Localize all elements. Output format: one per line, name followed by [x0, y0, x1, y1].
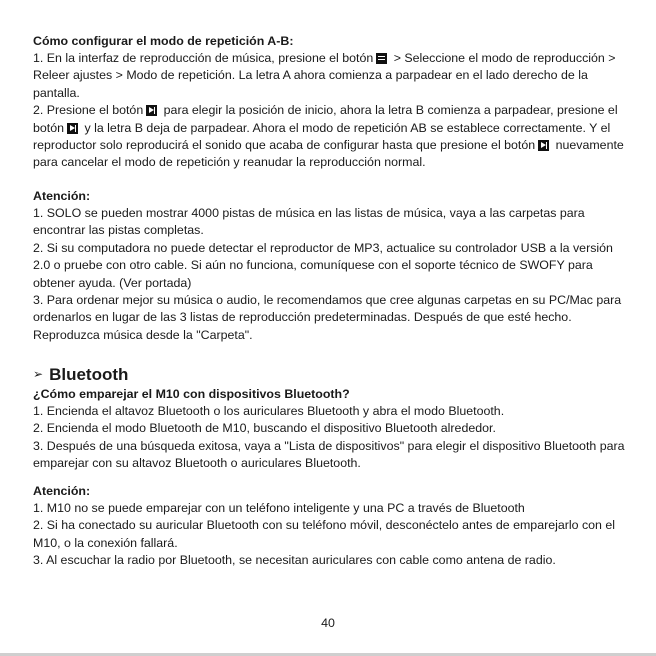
bluetooth-question: ¿Cómo emparejar el M10 con dispositivos Bluetooth?: [33, 387, 350, 401]
attention-heading: Atención:: [33, 189, 91, 203]
attention-item: 1. SOLO se pueden mostrar 4000 pistas de música en las listas de música, vaya a las carpetas para encontrar las pistas completas.: [33, 206, 585, 238]
bluetooth-heading: [33, 364, 128, 385]
attention-section-1: [33, 188, 629, 344]
ab-step-2: [33, 102, 629, 172]
ab-step-2-text-b: para elegir la posición de inicio, ahora la letra B comienza a parpadear, presione el botón: [33, 103, 618, 135]
attention-item: 3. Para ordenar mejor su música o audio, le recomendamos que cree algunas carpetas en su PC/Mac para ordenarlos en lugar de las 3 listas de reproducción predeterminadas. Después de que esté hecho. Reproduzca música desde la "Carpeta".: [33, 293, 622, 342]
attention-section-2: [33, 483, 629, 570]
bluetooth-section: [33, 386, 629, 473]
ab-step-2-text-d: nuevamente para cancelar el modo de repetición y reanudar la reproducción normal.: [33, 138, 624, 170]
attention-item: 1. M10 no se puede emparejar con un teléfono inteligente y una PC a través de Bluetooth: [33, 501, 525, 515]
bluetooth-title: Bluetooth: [49, 365, 129, 384]
attention-item: 2. Si su computadora no puede detectar el reproductor de MP3, actualice su controlador USB a la versión 2.0 o pruebe con otro cable. Si aún no funciona, comuníquese con el soporte técnico de SWOFY para obtener ayuda. (Ver portada): [33, 240, 613, 290]
attention-item: 2. Si ha conectado su auricular Bluetooth con su teléfono móvil, desconéctelo antes de emparejarlo con el M10, o la conexión fallará.: [33, 518, 616, 550]
bluetooth-step: 2. Encienda el modo Bluetooth de M10, buscando el dispositivo Bluetooth alrededor.: [33, 421, 496, 436]
ab-repeat-section: [33, 33, 629, 172]
page-number: 40: [321, 616, 335, 630]
ab-step-1: [33, 50, 629, 102]
bluetooth-step: 1. Encienda el altavoz Bluetooth o los auriculares Bluetooth y abra el modo Bluetooth.: [33, 404, 505, 418]
next-icon: [538, 140, 549, 151]
attention-item: 3. Al escuchar la radio por Bluetooth, se necesitan auriculares con cable como antena de radio.: [33, 553, 556, 568]
menu-icon: [376, 53, 387, 64]
ab-step-1-text-b: > Seleccione el modo de reproducción > Releer ajustes > Modo de repetición. La letra A ahora comienza a parpadear en el lado derecho de la pantalla.: [33, 51, 616, 100]
ab-step-1-text-a: 1. En la interfaz de reproducción de música, presione el botón: [33, 51, 374, 65]
ab-step-2-text-c: y la letra B deja de parpadear. Ahora el modo de repetición AB se establece correctamente. Y el reproductor solo reproducirá el sonido que acaba de configurar hasta que presione el botón: [33, 120, 611, 153]
ab-step-2-text-a: 2. Presione el botón: [33, 103, 144, 118]
bluetooth-step: 3. Después de una búsqueda exitosa, vaya a "Lista de dispositivos" para elegir el dispositivo Bluetooth para emparejar con su altavoz Bluetooth o auriculares Bluetooth.: [33, 438, 625, 471]
next-icon: [146, 105, 157, 116]
next-icon: [67, 123, 78, 134]
arrow-bullet-icon: ➢: [33, 367, 44, 381]
ab-repeat-heading: Cómo configurar el modo de repetición A-B:: [33, 34, 294, 48]
attention-heading: Atención:: [33, 484, 91, 498]
